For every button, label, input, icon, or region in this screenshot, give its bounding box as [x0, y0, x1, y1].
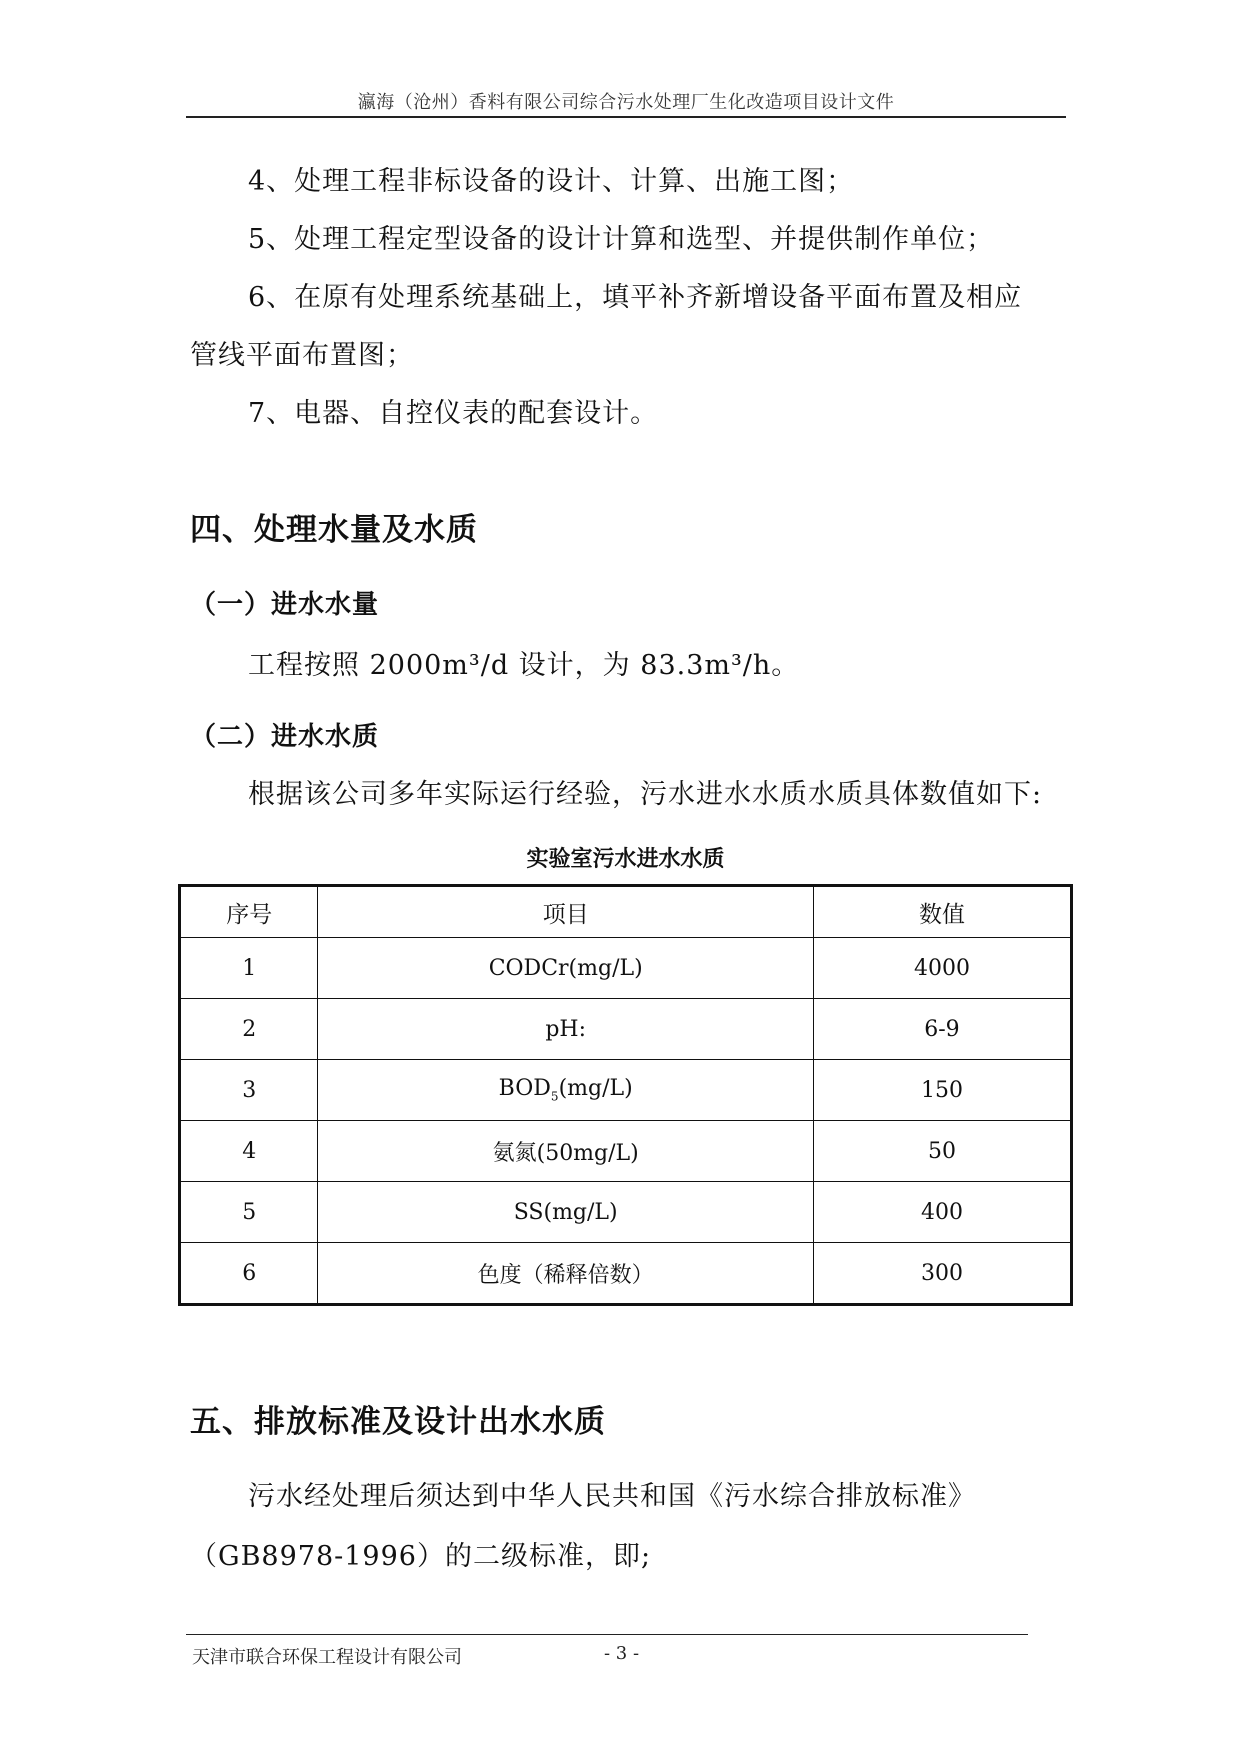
- list-item-5: 5、处理工程定型设备的设计计算和选型、并提供制作单位；: [248, 224, 995, 255]
- row-value: 150: [813, 1060, 1071, 1121]
- row-no: 6: [180, 1243, 318, 1305]
- table-row: [180, 1243, 1072, 1305]
- section-4-2-heading: （二）进水水质: [190, 722, 380, 752]
- row-item: 氨氮(50mg/L): [318, 1121, 813, 1182]
- row-no: 5: [180, 1182, 318, 1243]
- row-item: 色度（稀释倍数）: [318, 1243, 813, 1305]
- footer-company: 天津市联合环保工程设计有限公司: [192, 1647, 462, 1668]
- influent-quality-table: [178, 884, 1073, 1306]
- list-item-6: 6、在原有处理系统基础上，填平补齐新增设备平面布置及相应: [248, 282, 1023, 313]
- table-row: [180, 1060, 1072, 1121]
- list-item-7: 7、电器、自控仪表的配套设计。: [248, 398, 659, 429]
- table-caption: 实验室污水进水水质: [526, 847, 725, 872]
- section-5-heading: 五、排放标准及设计出水水质: [190, 1404, 606, 1440]
- header-item: 项目: [318, 886, 813, 938]
- section-5-text-line1: 污水经处理后须达到中华人民共和国《污水综合排放标准》: [248, 1481, 976, 1512]
- row-value: 6-9: [813, 999, 1071, 1060]
- section-4-1-heading: （一）进水水量: [190, 590, 380, 620]
- row-value: 50: [813, 1121, 1071, 1182]
- list-item-4: 4、处理工程非标设备的设计、计算、出施工图；: [248, 166, 855, 197]
- table-row: [180, 1182, 1072, 1243]
- water-quantity-text: 工程按照 2000m³/d 设计，为 83.3m³/h。: [248, 650, 800, 681]
- header-no: 序号: [180, 886, 318, 938]
- row-item: CODCr(mg/L): [318, 938, 813, 999]
- row-item-subscript: 5: [550, 1089, 559, 1104]
- row-item-unit: (mg/L): [558, 1076, 633, 1102]
- table-row: [180, 938, 1072, 999]
- table-row: [180, 1121, 1072, 1182]
- table-header-row: [180, 886, 1072, 938]
- row-item: [318, 1060, 813, 1121]
- row-value: 4000: [813, 938, 1071, 999]
- table-row: [180, 999, 1072, 1060]
- header-rule: [186, 116, 1066, 118]
- row-item-main: BOD: [498, 1076, 551, 1102]
- section-5-text-line2: （GB8978-1996）的二级标准，即;: [190, 1541, 652, 1572]
- header-value: 数值: [813, 886, 1071, 938]
- row-no: 2: [180, 999, 318, 1060]
- page-number: - 3 -: [604, 1643, 640, 1664]
- row-value: 400: [813, 1182, 1071, 1243]
- page-header-title: 瀛海（沧州）香料有限公司综合污水处理厂生化改造项目设计文件: [357, 92, 895, 113]
- row-item: pH:: [318, 999, 813, 1060]
- water-quality-intro: 根据该公司多年实际运行经验，污水进水水质水质具体数值如下:: [248, 779, 1043, 810]
- row-item: SS(mg/L): [318, 1182, 813, 1243]
- row-no: 1: [180, 938, 318, 999]
- row-no: 3: [180, 1060, 318, 1121]
- section-4-heading: 四、处理水量及水质: [190, 512, 478, 548]
- footer-rule: [186, 1634, 1028, 1635]
- row-value: 300: [813, 1243, 1071, 1305]
- list-item-6-continuation: 管线平面布置图；: [190, 340, 414, 371]
- row-no: 4: [180, 1121, 318, 1182]
